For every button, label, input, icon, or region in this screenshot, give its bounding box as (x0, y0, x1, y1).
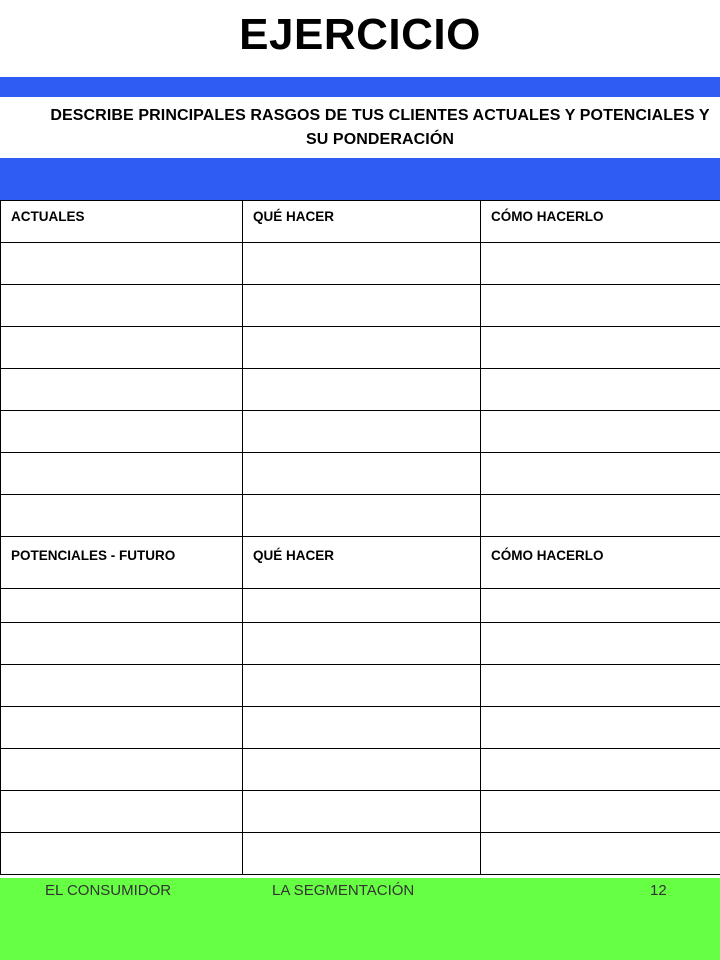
table-cell[interactable] (243, 411, 481, 453)
table-cell[interactable] (243, 243, 481, 285)
table-cell[interactable] (1, 707, 243, 749)
table-row (1, 285, 720, 327)
table-cell[interactable] (481, 749, 720, 791)
footer-left-text: EL CONSUMIDOR (45, 882, 172, 899)
table-cell[interactable] (243, 327, 481, 369)
table-row (1, 495, 720, 537)
header-que-hacer: QUÉ HACER (243, 537, 481, 589)
table-cell[interactable] (481, 623, 720, 665)
table-cell[interactable] (243, 623, 481, 665)
table-row (1, 791, 720, 833)
table-cell[interactable] (243, 453, 481, 495)
slide-title: EJERCICIO (239, 10, 481, 59)
slide-subtitle: DESCRIBE PRINCIPALES RASGOS DE TUS CLIENTES ACTUALES Y POTENCIALES Y SU PONDERACIÓN (50, 107, 710, 148)
table-cell[interactable] (481, 369, 720, 411)
table-header-row-actuales (1, 201, 720, 243)
table-cell[interactable] (1, 791, 243, 833)
table-cell[interactable] (243, 791, 481, 833)
header-que-hacer: QUÉ HACER (243, 201, 481, 243)
table-cell[interactable] (481, 327, 720, 369)
table-row (1, 453, 720, 495)
table-row (1, 589, 720, 623)
table-cell[interactable] (481, 243, 720, 285)
exercise-table (0, 200, 720, 875)
table-cell[interactable] (243, 665, 481, 707)
table-row (1, 369, 720, 411)
table-cell[interactable] (481, 285, 720, 327)
table-row (1, 707, 720, 749)
table-cell[interactable] (1, 749, 243, 791)
table-cell[interactable] (243, 707, 481, 749)
table-cell[interactable] (1, 453, 243, 495)
table-cell[interactable] (481, 707, 720, 749)
table-cell[interactable] (243, 495, 481, 537)
table-cell[interactable] (243, 833, 481, 875)
table-row (1, 411, 720, 453)
footer-page-number: 12 (650, 882, 667, 899)
middle-blue-band (0, 158, 720, 200)
table-row (1, 327, 720, 369)
footer-center-text: LA SEGMENTACIÓN (272, 882, 415, 899)
table-cell[interactable] (1, 327, 243, 369)
table-row (1, 749, 720, 791)
header-actuales: ACTUALES (1, 201, 243, 243)
table-cell[interactable] (243, 285, 481, 327)
header-potenciales-futuro: POTENCIALES - FUTURO (1, 537, 243, 589)
table-cell[interactable] (1, 665, 243, 707)
table-cell[interactable] (1, 589, 243, 623)
table-cell[interactable] (481, 495, 720, 537)
table-row (1, 833, 720, 875)
table-cell[interactable] (481, 411, 720, 453)
table-cell[interactable] (481, 665, 720, 707)
table-row (1, 243, 720, 285)
table-header-row-potenciales (1, 537, 720, 589)
table-cell[interactable] (481, 833, 720, 875)
table-cell[interactable] (1, 243, 243, 285)
table-cell[interactable] (1, 411, 243, 453)
header-como-hacerlo: CÓMO HACERLO (481, 537, 720, 589)
table-cell[interactable] (1, 833, 243, 875)
table-row (1, 623, 720, 665)
table-cell[interactable] (243, 749, 481, 791)
table-row (1, 665, 720, 707)
table-cell[interactable] (243, 369, 481, 411)
table-cell[interactable] (243, 589, 481, 623)
table-cell[interactable] (1, 623, 243, 665)
header-como-hacerlo: CÓMO HACERLO (481, 201, 720, 243)
table-cell[interactable] (481, 791, 720, 833)
table-cell[interactable] (481, 453, 720, 495)
table-cell[interactable] (1, 495, 243, 537)
table-cell[interactable] (481, 589, 720, 623)
top-blue-band (0, 77, 720, 97)
table-cell[interactable] (1, 285, 243, 327)
table-cell[interactable] (1, 369, 243, 411)
